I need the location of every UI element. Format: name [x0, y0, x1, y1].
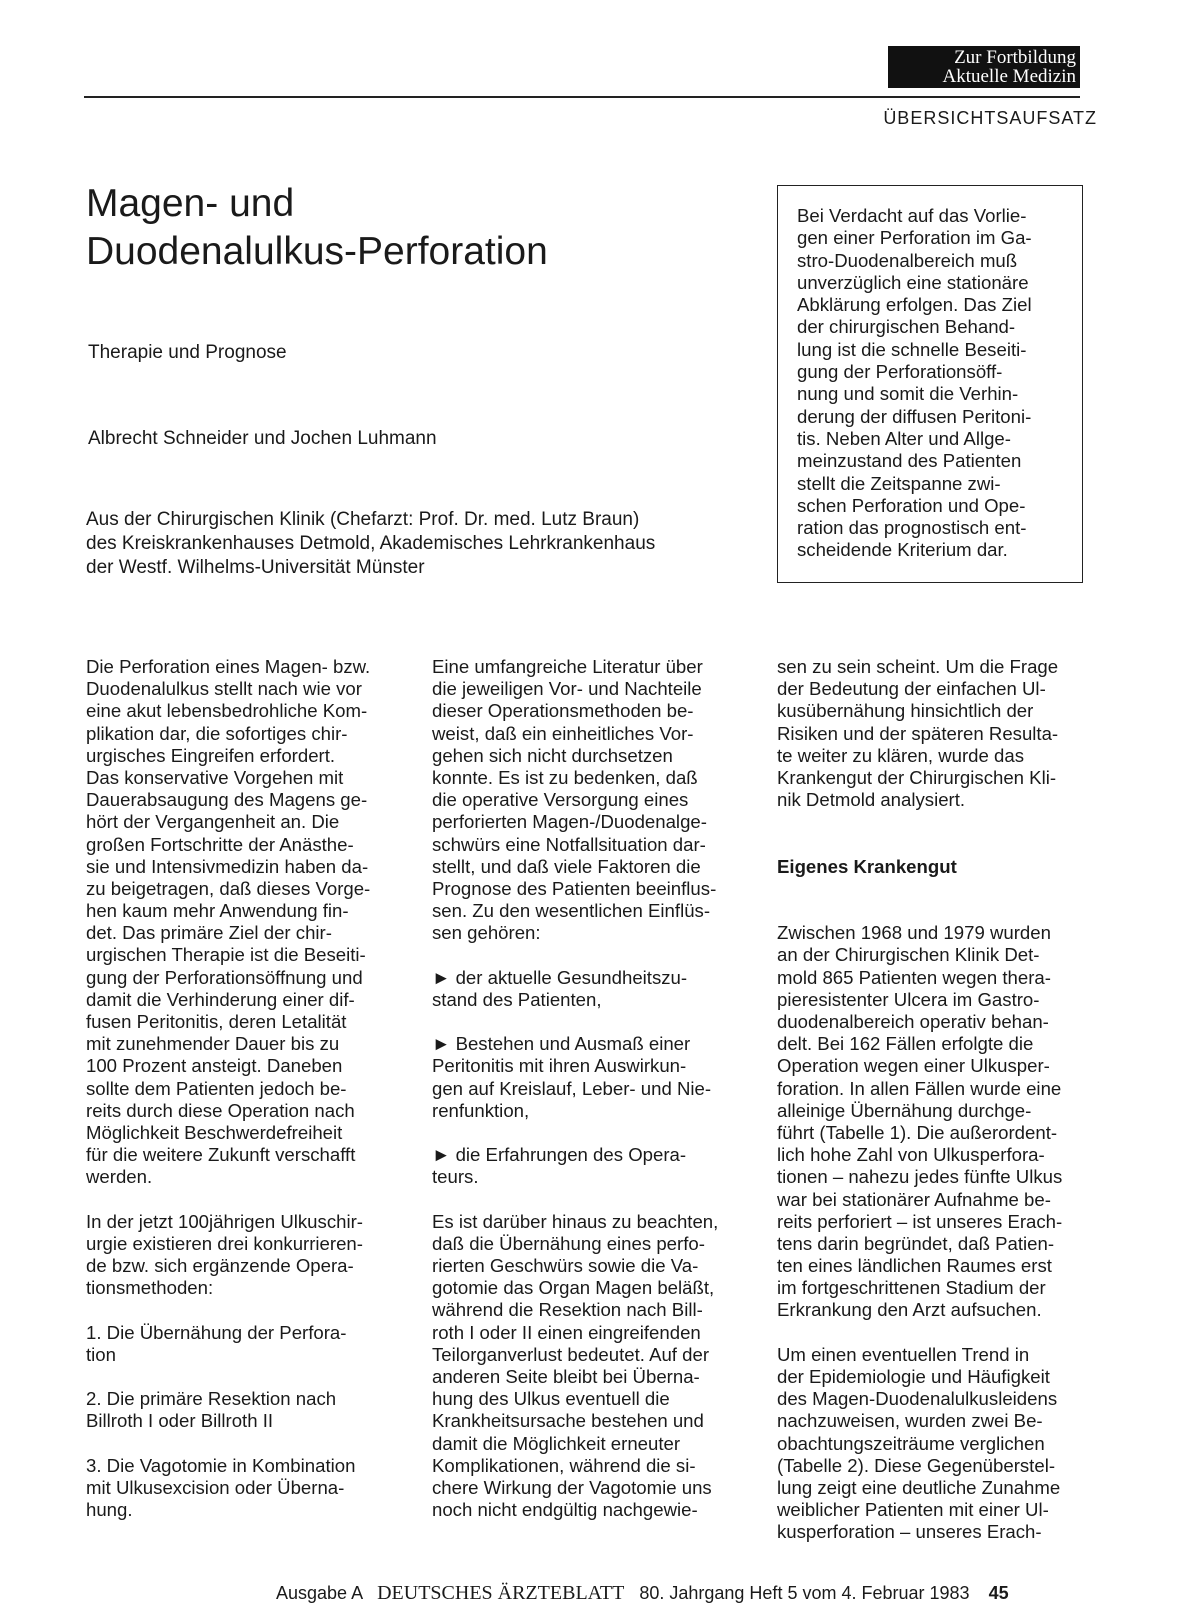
body-text-line: Operation wegen einer Ulkusper-	[777, 1055, 1050, 1077]
footer-journal: DEUTSCHES ÄRZTEBLATT	[377, 1582, 625, 1604]
article-authors: Albrecht Schneider und Jochen Luhmann	[88, 428, 437, 449]
body-text-line: sollte dem Patienten jedoch be-	[86, 1077, 347, 1099]
body-text-line: de bzw. sich ergänzende Opera-	[86, 1255, 354, 1277]
body-text-line: eine akut lebensbedrohliche Kom-	[86, 700, 368, 722]
body-text-line: im fortgeschrittenen Stadium der	[777, 1277, 1046, 1299]
body-text-line: tion	[86, 1343, 116, 1365]
title-line-2: Duodenalulkus-Perforation	[86, 230, 548, 273]
body-text-line: mold 865 Patienten wegen thera-	[777, 966, 1051, 988]
body-text-line: rierten Geschwürs sowie die Va-	[432, 1255, 699, 1277]
body-text-line: anderen Seite bleibt bei Überna-	[432, 1366, 700, 1387]
body-text-line: lich hohe Zahl von Ulkusperfora-	[777, 1144, 1045, 1166]
body-text-line: ► die Erfahrungen des Opera-	[432, 1144, 687, 1166]
abstract-line: der chirurgischen Behand-	[797, 316, 1016, 338]
abstract-line: meinzustand des Patienten	[797, 450, 1022, 472]
body-text-line: pieresistenter Ulcera im Gastro-	[777, 988, 1040, 1010]
body-text-line: zu beigetragen, daß dieses Vorge-	[86, 877, 371, 899]
body-text-line: gung der Perforationsöffnung und	[86, 966, 363, 988]
body-text-line: sie und Intensivmedizin haben da-	[86, 855, 369, 877]
body-text-line: sen zu sein scheint. Um die Frage	[777, 656, 1059, 677]
paragraph-gap	[777, 900, 1087, 922]
body-text-line: schwürs eine Notfallsituation dar-	[432, 833, 706, 855]
body-text-line	[432, 1011, 742, 1033]
body-text-line: gen auf Kreislauf, Leber- und Nie-	[432, 1077, 712, 1099]
body-text-line: noch nicht endgültig nachgewie-	[432, 1499, 698, 1521]
abstract-box	[777, 185, 1083, 583]
abstract-line: scheidende Kriterium dar.	[797, 539, 1008, 561]
body-text-line: Komplikationen, während die si-	[432, 1454, 696, 1476]
body-text-line: ten eines ländlichen Raumes erst	[777, 1255, 1052, 1277]
article-subtitle: Therapie und Prognose	[88, 342, 287, 363]
abstract-line: tis. Neben Alter und Allge-	[797, 427, 1011, 449]
body-text-line: foration. In allen Fällen wurde eine	[777, 1077, 1062, 1099]
body-text-line	[432, 1189, 742, 1211]
body-text-line: gehen sich nicht durchsetzen	[432, 744, 673, 766]
body-text-line: reits perforiert – ist unseres Erach-	[777, 1210, 1063, 1232]
body-text-line: kusübernähung hinsichtlich der	[777, 700, 1034, 722]
body-text-line: Zwischen 1968 und 1979 wurden	[777, 922, 1051, 944]
body-text-line: Duodenalulkus stellt nach wie vor	[86, 678, 362, 700]
text-column-1	[86, 656, 396, 1521]
body-text-line: nik Detmold analysiert.	[777, 789, 966, 811]
footer-issue: 80. Jahrgang Heft 5 vom 4. Februar 1983	[639, 1583, 970, 1603]
body-text-line: Risiken und der späteren Resulta-	[777, 722, 1059, 744]
body-text-line: plikation dar, die sofortiges chir-	[86, 722, 348, 744]
abstract-line: Bei Verdacht auf das Vorlie-	[797, 205, 1027, 226]
body-text-line: sen gehören:	[432, 922, 541, 944]
body-text-line: In der jetzt 100jährigen Ulkuschir-	[86, 1210, 363, 1232]
body-text-line: sen. Zu den wesentlichen Einflüs-	[432, 900, 711, 922]
affiliation-line: Aus der Chirurgischen Klinik (Chefarzt: Prof. Dr. med. Lutz Braun)	[86, 509, 640, 530]
header-rule	[84, 96, 1080, 98]
body-text-line: stellt, und daß viele Faktoren die	[432, 855, 701, 877]
badge-line-1: Zur Fortbildung	[954, 47, 1076, 68]
body-text-line: führt (Tabelle 1). Die außerordent-	[777, 1121, 1058, 1143]
body-text-line: chere Wirkung der Vagotomie uns	[432, 1476, 712, 1498]
body-text-line: Es ist darüber hinaus zu beachten,	[432, 1210, 719, 1232]
abstract-line: gen einer Perforation im Ga-	[797, 227, 1032, 249]
body-text-line: ► Bestehen und Ausmaß einer	[432, 1033, 691, 1055]
abstract-line: unverzüglich eine stationäre	[797, 271, 1029, 293]
abstract-line: stro-Duodenalbereich muß	[797, 249, 1018, 271]
body-text-line: 100 Prozent ansteigt. Daneben	[86, 1055, 343, 1077]
abstract-line: schen Perforation und Ope-	[797, 494, 1026, 516]
page-footer	[276, 1582, 1009, 1605]
body-text-line: damit die Möglichkeit erneuter	[432, 1432, 681, 1454]
body-text-line: Krankheitsursache bestehen und	[432, 1410, 704, 1432]
body-text-line: Krankengut der Chirurgischen Kli-	[777, 766, 1057, 788]
footer-edition: Ausgabe A	[276, 1583, 363, 1603]
body-text-line: lung zeigt eine deutliche Zunahme	[777, 1476, 1061, 1498]
body-text-line: an der Chirurgischen Klinik Det-	[777, 944, 1040, 966]
body-text-line: tionen – nahezu jedes fünfte Ulkus	[777, 1166, 1063, 1188]
body-text-line: stand des Patienten,	[432, 988, 602, 1010]
badge-line-2: Aktuelle Medizin	[942, 66, 1076, 87]
section-label: ÜBERSICHTSAUFSATZ	[883, 108, 1097, 128]
body-text-line	[86, 1433, 396, 1455]
body-text-line: für die weitere Zukunft verschafft	[86, 1144, 356, 1166]
body-text-line: nachzuweisen, wurden zwei Be-	[777, 1410, 1043, 1432]
body-text-line: der Bedeutung der einfachen Ul-	[777, 678, 1046, 700]
body-text-line: Dauerabsaugung des Magens ge-	[86, 789, 368, 811]
body-text-line: tens darin begründet, daß Patien-	[777, 1232, 1055, 1254]
body-text-line: Prognose des Patienten beeinflus-	[432, 877, 717, 899]
abstract-line: Abklärung erfolgen. Das Ziel	[797, 294, 1032, 316]
body-text-line: te weiter zu klären, wurde das	[777, 744, 1025, 766]
body-text-line	[777, 1322, 1087, 1344]
body-text-line: konnte. Es ist zu bedenken, daß	[432, 766, 698, 788]
paragraph-gap	[777, 834, 1087, 856]
body-text-line: 1. Die Übernähung der Perfora-	[86, 1321, 347, 1343]
page-number: 45	[988, 1583, 1009, 1603]
body-text-line: mit Ulkusexcision oder Überna-	[86, 1476, 345, 1498]
body-text-line: urgisches Eingreifen erfordert.	[86, 744, 336, 766]
text-column-3	[777, 656, 1087, 1544]
title-line-1: Magen- und	[86, 182, 295, 225]
body-text-line	[86, 1299, 396, 1321]
body-text-line: roth I oder II einen eingreifenden	[432, 1321, 701, 1343]
body-text-line	[86, 1366, 396, 1388]
paragraph-gap	[777, 811, 1087, 833]
body-text-line: des Magen-Duodenalulkusleidens	[777, 1388, 1058, 1410]
article-affiliation	[86, 508, 786, 580]
body-text-line: (Tabelle 2). Diese Gegenüberstel-	[777, 1454, 1056, 1476]
body-text-line: Peritonitis mit ihren Auswirkun-	[432, 1055, 687, 1077]
body-text-line: großen Fortschritte der Anästhe-	[86, 833, 354, 855]
body-text-line: Eine umfangreiche Literatur über	[432, 656, 703, 677]
body-text-line: Um einen eventuellen Trend in	[777, 1343, 1030, 1365]
body-text-line: 2. Die primäre Resektion nach	[86, 1388, 337, 1410]
body-text-line: 3. Die Vagotomie in Kombination	[86, 1454, 356, 1476]
body-text-line: Billroth I oder Billroth II	[86, 1410, 274, 1432]
body-text-line: ► der aktuelle Gesundheitszu-	[432, 966, 688, 988]
body-text-line: hung des Ulkus eventuell die	[432, 1388, 670, 1410]
abstract-line: lung ist die schnelle Beseiti-	[797, 338, 1027, 360]
abstract-line: derung der diffusen Peritoni-	[797, 405, 1032, 427]
body-text-line: hung.	[86, 1499, 133, 1521]
body-text-line: duodenalbereich operativ behan-	[777, 1011, 1049, 1032]
section-heading: Eigenes Krankengut	[777, 855, 957, 877]
body-text-line	[86, 1189, 396, 1211]
abstract-line: gung der Perforationsöff-	[797, 361, 1003, 383]
body-text-line: war bei stationärer Aufnahme be-	[777, 1188, 1051, 1210]
body-text-line: perforierten Magen-/Duodenalge-	[432, 811, 707, 833]
affiliation-line: der Westf. Wilhelms-Universität Münster	[86, 557, 425, 578]
body-text-line: renfunktion,	[432, 1099, 530, 1121]
body-text-line: der Epidemiologie und Häufigkeit	[777, 1366, 1050, 1387]
abstract-line: stellt die Zeitspanne zwi-	[797, 472, 1001, 494]
body-text-line: weiblicher Patienten mit einer Ul-	[777, 1499, 1049, 1521]
body-text-line: reits durch diese Operation nach	[86, 1099, 355, 1121]
body-text-line: teurs.	[432, 1166, 479, 1188]
body-text-line: damit die Verhinderung einer dif-	[86, 988, 355, 1010]
body-text-line: die operative Versorgung eines	[432, 789, 689, 811]
body-text-line: hört der Vergangenheit an. Die	[86, 811, 340, 833]
body-text-line: Teilorganverlust bedeutet. Auf der	[432, 1343, 710, 1365]
body-text-line: hen kaum mehr Anwendung fin-	[86, 900, 349, 922]
body-text-line: die jeweiligen Vor- und Nachteile	[432, 678, 702, 700]
body-text-line: det. Das primäre Ziel der chir-	[86, 922, 332, 944]
body-text-line: fusen Peritonitis, deren Letalität	[86, 1011, 347, 1032]
body-text-line: gotomie das Organ Magen beläßt,	[432, 1277, 715, 1299]
body-text-line: werden.	[86, 1166, 153, 1188]
body-text-line: Das konservative Vorgehen mit	[86, 766, 344, 788]
body-text-line: delt. Bei 162 Fällen erfolgte die	[777, 1033, 1034, 1055]
body-text-line: während die Resektion nach Bill-	[432, 1299, 703, 1321]
body-text-line	[432, 944, 742, 966]
body-text-line: urgischen Therapie ist die Beseiti-	[86, 944, 366, 966]
body-text-line: daß die Übernähung eines perfo-	[432, 1232, 705, 1254]
body-text-line: mit zunehmender Dauer bis zu	[86, 1033, 340, 1055]
affiliation-line: des Kreiskrankenhauses Detmold, Akademisches Lehrkrankenhaus	[86, 533, 656, 554]
body-text-line: urgie existieren drei konkurrieren-	[86, 1232, 363, 1254]
body-text-line: dieser Operationsmethoden be-	[432, 700, 694, 722]
abstract-line: nung und somit die Verhin-	[797, 383, 1019, 405]
body-text-line: tionsmethoden:	[86, 1277, 214, 1299]
article-title	[86, 180, 548, 276]
body-text-line: Möglichkeit Beschwerdefreiheit	[86, 1121, 343, 1143]
body-text-line: alleinige Übernähung durchge-	[777, 1099, 1032, 1121]
body-text-line: kusperforation – unseres Erach-	[777, 1521, 1042, 1543]
body-text-line: obachtungszeiträume verglichen	[777, 1432, 1045, 1454]
body-text-line: weist, daß ein einheitliches Vor-	[432, 722, 694, 744]
text-column-2	[432, 656, 742, 1521]
section-badge	[888, 46, 1080, 88]
body-text-line	[432, 1122, 742, 1144]
paragraph-gap	[777, 878, 1087, 900]
body-text-line: Die Perforation eines Magen- bzw.	[86, 656, 371, 677]
body-text-line: Erkrankung den Arzt aufsuchen.	[777, 1299, 1042, 1321]
abstract-line: ration das prognostisch ent-	[797, 517, 1027, 539]
